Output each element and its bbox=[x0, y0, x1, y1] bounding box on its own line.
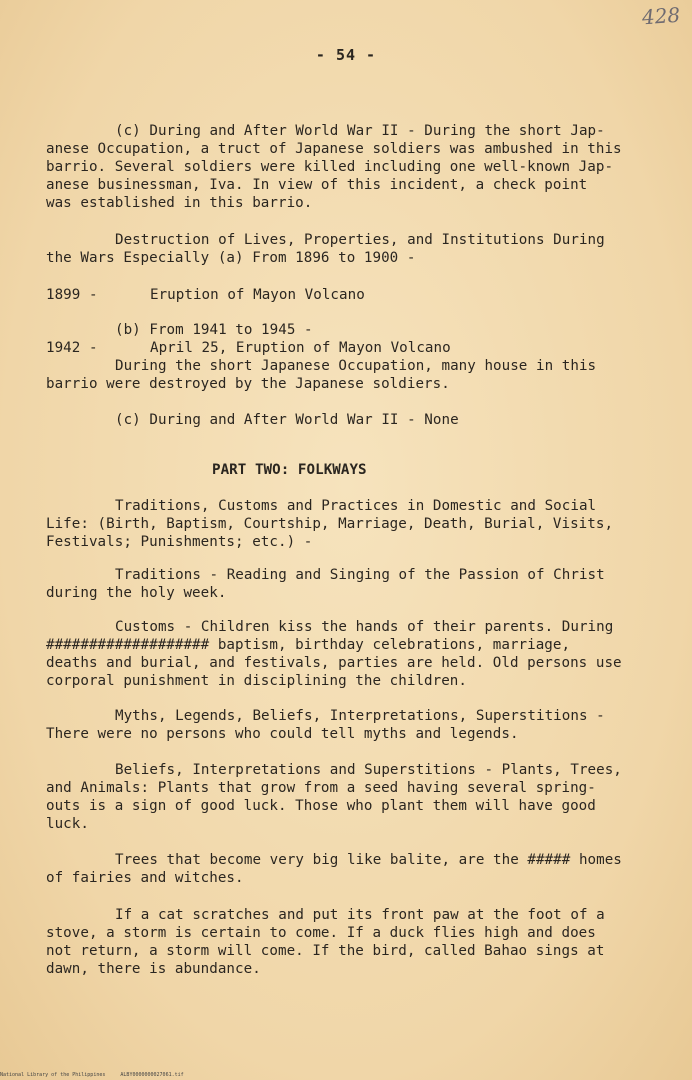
year-label: 1942 - bbox=[46, 340, 98, 356]
text-line: corporal punishment in disciplining the children. bbox=[46, 673, 467, 689]
text-line: Trees that become very big like balite, are the ##### homes bbox=[115, 852, 622, 868]
page-number: - 54 - bbox=[315, 46, 377, 64]
text-line: anese Occupation, a truct of Japanese soldiers was ambushed in this bbox=[46, 141, 622, 157]
text-line: outs is a sign of good luck. Those who plant them will have good bbox=[46, 798, 596, 814]
text-line: (c) During and After World War II - During the short Jap- bbox=[115, 123, 605, 139]
text-line: Myths, Legends, Beliefs, Interpretations, Superstitions - bbox=[115, 708, 605, 724]
text-line: barrio were destroyed by the Japanese soldiers. bbox=[46, 376, 450, 392]
section-heading: PART TWO: FOLKWAYS bbox=[212, 462, 367, 478]
text-line: (c) During and After World War II - None bbox=[115, 412, 459, 428]
handwritten-page-number: 428 bbox=[641, 2, 681, 30]
text-line: Traditions, Customs and Practices in Domestic and Social bbox=[115, 498, 597, 514]
text-line: (b) From 1941 to 1945 - bbox=[115, 322, 313, 338]
text-line: anese businessman, Iva. In view of this incident, a check point bbox=[46, 177, 588, 193]
text-line: Beliefs, Interpretations and Superstitions - Plants, Trees, bbox=[115, 762, 622, 778]
text-line: the Wars Especially (a) From 1896 to 1900 - bbox=[46, 250, 416, 266]
text-line: was established in this barrio. bbox=[46, 195, 313, 211]
text-line: luck. bbox=[46, 816, 89, 832]
text-line: There were no persons who could tell myths and legends. bbox=[46, 726, 519, 742]
text-line: and Animals: Plants that grow from a seed having several spring- bbox=[46, 780, 596, 796]
text-line: Eruption of Mayon Volcano bbox=[150, 287, 365, 303]
text-line: If a cat scratches and put its front paw at the foot of a bbox=[115, 907, 605, 923]
year-label: 1899 - bbox=[46, 287, 98, 303]
text-line: Traditions - Reading and Singing of the Passion of Christ bbox=[115, 567, 605, 583]
text-line: of fairies and witches. bbox=[46, 870, 244, 886]
text-line: During the short Japanese Occupation, many house in this bbox=[115, 358, 597, 374]
text-line: April 25, Eruption of Mayon Volcano bbox=[150, 340, 451, 356]
text-line: ################### baptism, birthday celebrations, marriage, bbox=[46, 637, 571, 653]
archive-footer: National Library of the Philippines ALBY0000000027061.tif bbox=[0, 1072, 184, 1078]
text-line: Festivals; Punishments; etc.) - bbox=[46, 534, 313, 550]
text-line: deaths and burial, and festivals, parties are held. Old persons use bbox=[46, 655, 622, 671]
text-line: during the holy week. bbox=[46, 585, 227, 601]
text-line: Life: (Birth, Baptism, Courtship, Marriage, Death, Burial, Visits, bbox=[46, 516, 614, 532]
text-line: Destruction of Lives, Properties, and Institutions During bbox=[115, 232, 605, 248]
text-line: Customs - Children kiss the hands of their parents. During bbox=[115, 619, 614, 635]
text-line: stove, a storm is certain to come. If a duck flies high and does bbox=[46, 925, 596, 941]
text-line: barrio. Several soldiers were killed including one well-known Jap- bbox=[46, 159, 614, 175]
text-line: not return, a storm will come. If the bird, called Bahao sings at bbox=[46, 943, 605, 959]
text-line: dawn, there is abundance. bbox=[46, 961, 261, 977]
